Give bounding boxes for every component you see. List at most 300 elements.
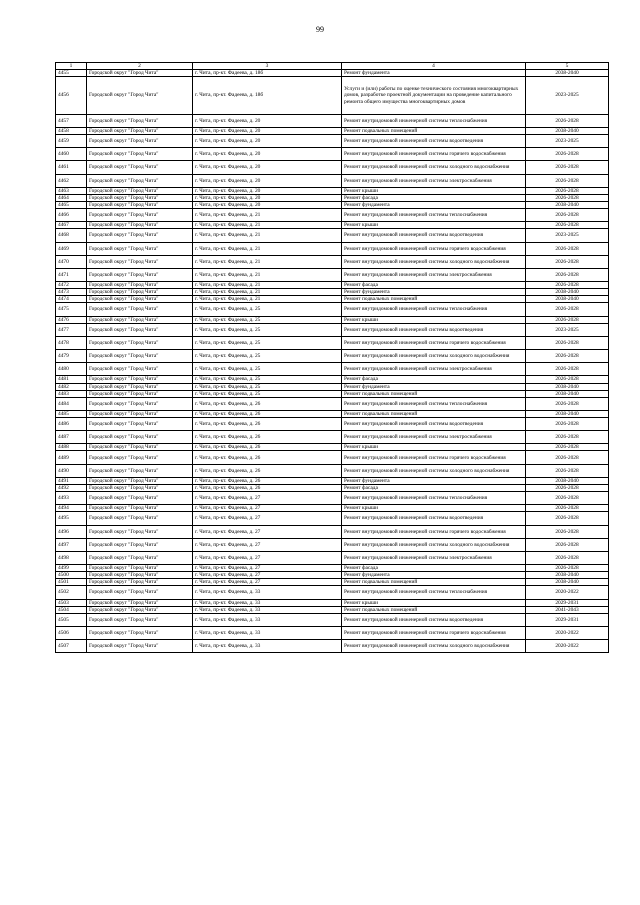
table-row <box>56 282 609 289</box>
address-cell: г. Чита, пр-кт. Фадеева, д. 18б <box>193 77 342 115</box>
table-row <box>56 451 609 464</box>
row-number-cell: 4470 <box>56 255 87 268</box>
table-row <box>56 613 609 626</box>
address-cell: г. Чита, пр-кт. Фадеева, д. 26 <box>193 444 342 451</box>
row-number-cell: 4482 <box>56 383 87 390</box>
address-cell: г. Чита, пр-кт. Фадеева, д. 20 <box>193 161 342 174</box>
column-header: 4 <box>342 63 526 70</box>
period-cell: 2029-2031 <box>526 613 609 626</box>
municipality-cell: Городской округ "Город Чита" <box>87 444 193 451</box>
table-row <box>56 174 609 187</box>
address-cell: г. Чита, пр-кт. Фадеева, д. 27 <box>193 512 342 525</box>
municipality-cell: Городской округ "Город Чита" <box>87 586 193 599</box>
municipality-cell: Городской округ "Город Чита" <box>87 323 193 336</box>
work-type-cell: Ремонт крыши <box>342 599 526 606</box>
row-number-cell: 4483 <box>56 390 87 397</box>
period-cell: 2038-2040 <box>526 410 609 417</box>
table-row <box>56 431 609 444</box>
table-row <box>56 77 609 115</box>
municipality-cell: Городской округ "Город Чита" <box>87 383 193 390</box>
address-cell: г. Чита, пр-кт. Фадеева, д. 27 <box>193 505 342 512</box>
work-type-cell: Ремонт внутридомовой инженерной системы водоотведения <box>342 229 526 242</box>
work-type-cell: Ремонт внутридомовой инженерной системы холодного водоснабжения <box>342 640 526 653</box>
municipality-cell: Городской округ "Город Чита" <box>87 336 193 349</box>
period-cell: 2038-2040 <box>526 383 609 390</box>
address-cell: г. Чита, пр-кт. Фадеева, д. 21 <box>193 255 342 268</box>
row-number-cell: 4506 <box>56 626 87 639</box>
municipality-cell: Городской округ "Город Чита" <box>87 551 193 564</box>
row-number-cell: 4498 <box>56 551 87 564</box>
period-cell: 2038-2040 <box>526 296 609 303</box>
period-cell: 2026-2028 <box>526 242 609 255</box>
municipality-cell: Городской округ "Город Чита" <box>87 579 193 586</box>
municipality-cell: Городской округ "Город Чита" <box>87 565 193 572</box>
table-row <box>56 323 609 336</box>
municipality-cell: Городской округ "Город Чита" <box>87 202 193 209</box>
row-number-cell: 4485 <box>56 410 87 417</box>
address-cell: г. Чита, пр-кт. Фадеева, д. 25 <box>193 376 342 383</box>
municipality-cell: Городской округ "Город Чита" <box>87 114 193 127</box>
period-cell: 2029-2031 <box>526 599 609 606</box>
table-row <box>56 363 609 376</box>
work-type-cell: Ремонт внутридомовой инженерной системы водоотведения <box>342 512 526 525</box>
municipality-cell: Городской округ "Город Чита" <box>87 390 193 397</box>
address-cell: г. Чита, пр-кт. Фадеева, д. 21 <box>193 282 342 289</box>
municipality-cell: Городской округ "Город Чита" <box>87 77 193 115</box>
table-row <box>56 525 609 538</box>
period-cell: 2026-2028 <box>526 222 609 229</box>
work-type-cell: Ремонт подвальных помещений <box>342 296 526 303</box>
municipality-cell: Городской округ "Город Чита" <box>87 599 193 606</box>
row-number-cell: 4494 <box>56 505 87 512</box>
municipality-cell: Городской округ "Город Чита" <box>87 70 193 77</box>
address-cell: г. Чита, пр-кт. Фадеева, д. 26 <box>193 477 342 484</box>
municipality-cell: Городской округ "Город Чита" <box>87 525 193 538</box>
period-cell: 2038-2040 <box>526 390 609 397</box>
row-number-cell: 4497 <box>56 538 87 551</box>
table-row <box>56 599 609 606</box>
table-row <box>56 229 609 242</box>
row-number-cell: 4503 <box>56 599 87 606</box>
address-cell: г. Чита, пр-кт. Фадеева, д. 25 <box>193 316 342 323</box>
table-header-row <box>56 63 609 70</box>
work-type-cell: Ремонт фасада <box>342 565 526 572</box>
period-cell: 2026-2028 <box>526 551 609 564</box>
period-cell: 2026-2028 <box>526 512 609 525</box>
address-cell: г. Чита, пр-кт. Фадеева, д. 20 <box>193 127 342 134</box>
table-row <box>56 586 609 599</box>
work-type-cell: Ремонт подвальных помещений <box>342 606 526 613</box>
address-cell: г. Чита, пр-кт. Фадеева, д. 27 <box>193 538 342 551</box>
work-type-cell: Ремонт внутридомовой инженерной системы электроснабжения <box>342 431 526 444</box>
table-row <box>56 70 609 77</box>
period-cell: 2026-2028 <box>526 505 609 512</box>
work-type-cell: Ремонт фундамента <box>342 572 526 579</box>
address-cell: г. Чита, пр-кт. Фадеева, д. 20 <box>193 194 342 201</box>
address-cell: г. Чита, пр-кт. Фадеева, д. 20 <box>193 135 342 148</box>
period-cell: 2026-2028 <box>526 209 609 222</box>
row-number-cell: 4495 <box>56 512 87 525</box>
work-type-cell: Ремонт внутридомовой инженерной системы электроснабжения <box>342 174 526 187</box>
table-row <box>56 289 609 296</box>
period-cell: 2023-2025 <box>526 323 609 336</box>
work-type-cell: Ремонт внутридомовой инженерной системы холодного водоснабжения <box>342 350 526 363</box>
period-cell: 2026-2028 <box>526 376 609 383</box>
table-row <box>56 209 609 222</box>
row-number-cell: 4486 <box>56 418 87 431</box>
address-cell: г. Чита, пр-кт. Фадеева, д. 26 <box>193 397 342 410</box>
address-cell: г. Чита, пр-кт. Фадеева, д. 21 <box>193 242 342 255</box>
municipality-cell: Городской округ "Город Чита" <box>87 187 193 194</box>
period-cell: 2026-2028 <box>526 148 609 161</box>
period-cell: 2026-2028 <box>526 268 609 281</box>
work-type-cell: Ремонт внутридомовой инженерной системы электроснабжения <box>342 363 526 376</box>
row-number-cell: 4472 <box>56 282 87 289</box>
period-cell: 2026-2028 <box>526 565 609 572</box>
table-row <box>56 484 609 491</box>
table-row <box>56 383 609 390</box>
work-type-cell: Ремонт внутридомовой инженерной системы теплоснабжения <box>342 397 526 410</box>
table-row <box>56 202 609 209</box>
work-type-cell: Ремонт фундамента <box>342 70 526 77</box>
address-cell: г. Чита, пр-кт. Фадеева, д. 20 <box>193 202 342 209</box>
municipality-cell: Городской округ "Город Чита" <box>87 451 193 464</box>
period-cell: 2026-2028 <box>526 316 609 323</box>
table-row <box>56 114 609 127</box>
table-row <box>56 551 609 564</box>
period-cell: 2038-2040 <box>526 579 609 586</box>
row-number-cell: 4480 <box>56 363 87 376</box>
row-number-cell: 4456 <box>56 77 87 115</box>
row-number-cell: 4455 <box>56 70 87 77</box>
table-row <box>56 606 609 613</box>
work-type-cell: Ремонт фасада <box>342 282 526 289</box>
municipality-cell: Городской округ "Город Чита" <box>87 410 193 417</box>
municipality-cell: Городской округ "Город Чита" <box>87 289 193 296</box>
address-cell: г. Чита, пр-кт. Фадеева, д. 20 <box>193 174 342 187</box>
repair-program-table <box>55 62 609 653</box>
address-cell: г. Чита, пр-кт. Фадеева, д. 25 <box>193 323 342 336</box>
municipality-cell: Городской округ "Город Чита" <box>87 148 193 161</box>
table-row <box>56 418 609 431</box>
period-cell: 2026-2028 <box>526 538 609 551</box>
period-cell: 2038-2040 <box>526 127 609 134</box>
row-number-cell: 4488 <box>56 444 87 451</box>
period-cell: 2038-2040 <box>526 289 609 296</box>
row-number-cell: 4504 <box>56 606 87 613</box>
address-cell: г. Чита, пр-кт. Фадеева, д. 25 <box>193 303 342 316</box>
table-row <box>56 161 609 174</box>
address-cell: г. Чита, пр-кт. Фадеева, д. 20 <box>193 114 342 127</box>
municipality-cell: Городской округ "Город Чита" <box>87 376 193 383</box>
period-cell: 2026-2028 <box>526 114 609 127</box>
work-type-cell: Ремонт крыши <box>342 316 526 323</box>
municipality-cell: Городской округ "Город Чита" <box>87 242 193 255</box>
row-number-cell: 4465 <box>56 202 87 209</box>
table-row <box>56 135 609 148</box>
row-number-cell: 4502 <box>56 586 87 599</box>
period-cell: 2026-2028 <box>526 282 609 289</box>
row-number-cell: 4484 <box>56 397 87 410</box>
row-number-cell: 4500 <box>56 572 87 579</box>
address-cell: г. Чита, пр-кт. Фадеева, д. 33 <box>193 640 342 653</box>
address-cell: г. Чита, пр-кт. Фадеева, д. 26 <box>193 410 342 417</box>
work-type-cell: Ремонт внутридомовой инженерной системы водоотведения <box>342 613 526 626</box>
period-cell: 2026-2028 <box>526 431 609 444</box>
table-row <box>56 492 609 505</box>
work-type-cell: Ремонт внутридомовой инженерной системы электроснабжения <box>342 268 526 281</box>
work-type-cell: Ремонт фасада <box>342 484 526 491</box>
row-number-cell: 4487 <box>56 431 87 444</box>
table-row <box>56 187 609 194</box>
period-cell: 2023-2025 <box>526 135 609 148</box>
work-type-cell: Ремонт внутридомовой инженерной системы водоотведения <box>342 418 526 431</box>
row-number-cell: 4475 <box>56 303 87 316</box>
work-type-cell: Ремонт фундамента <box>342 477 526 484</box>
period-cell: 2026-2028 <box>526 397 609 410</box>
work-type-cell: Ремонт внутридомовой инженерной системы горячего водоснабжения <box>342 525 526 538</box>
work-type-cell: Ремонт подвальных помещений <box>342 127 526 134</box>
municipality-cell: Городской округ "Город Чита" <box>87 316 193 323</box>
address-cell: г. Чита, пр-кт. Фадеева, д. 21 <box>193 296 342 303</box>
address-cell: г. Чита, пр-кт. Фадеева, д. 33 <box>193 626 342 639</box>
period-cell: 2026-2028 <box>526 464 609 477</box>
municipality-cell: Городской округ "Город Чита" <box>87 209 193 222</box>
address-cell: г. Чита, пр-кт. Фадеева, д. 27 <box>193 525 342 538</box>
column-header: 5 <box>526 63 609 70</box>
table-row <box>56 194 609 201</box>
table-body <box>56 70 609 653</box>
address-cell: г. Чита, пр-кт. Фадеева, д. 25 <box>193 350 342 363</box>
row-number-cell: 4489 <box>56 451 87 464</box>
municipality-cell: Городской округ "Город Чита" <box>87 606 193 613</box>
address-cell: г. Чита, пр-кт. Фадеева, д. 25 <box>193 383 342 390</box>
table-row <box>56 242 609 255</box>
work-type-cell: Ремонт внутридомовой инженерной системы горячего водоснабжения <box>342 336 526 349</box>
row-number-cell: 4469 <box>56 242 87 255</box>
work-type-cell: Ремонт внутридомовой инженерной системы электроснабжения <box>342 551 526 564</box>
table-row <box>56 268 609 281</box>
table-row <box>56 640 609 653</box>
table-row <box>56 336 609 349</box>
page-number: 99 <box>316 25 324 34</box>
municipality-cell: Городской округ "Город Чита" <box>87 303 193 316</box>
row-number-cell: 4507 <box>56 640 87 653</box>
address-cell: г. Чита, пр-кт. Фадеева, д. 33 <box>193 586 342 599</box>
period-cell: 2026-2028 <box>526 303 609 316</box>
repair-program-table-container <box>55 62 583 653</box>
row-number-cell: 4463 <box>56 187 87 194</box>
row-number-cell: 4492 <box>56 484 87 491</box>
row-number-cell: 4496 <box>56 525 87 538</box>
period-cell: 2023-2025 <box>526 229 609 242</box>
municipality-cell: Городской округ "Город Чита" <box>87 282 193 289</box>
work-type-cell: Ремонт крыши <box>342 444 526 451</box>
municipality-cell: Городской округ "Город Чита" <box>87 484 193 491</box>
municipality-cell: Городской округ "Город Чита" <box>87 161 193 174</box>
work-type-cell: Ремонт внутридомовой инженерной системы горячего водоснабжения <box>342 242 526 255</box>
row-number-cell: 4478 <box>56 336 87 349</box>
address-cell: г. Чита, пр-кт. Фадеева, д. 25 <box>193 336 342 349</box>
municipality-cell: Городской округ "Город Чита" <box>87 174 193 187</box>
address-cell: г. Чита, пр-кт. Фадеева, д. 21 <box>193 209 342 222</box>
municipality-cell: Городской округ "Город Чита" <box>87 268 193 281</box>
municipality-cell: Городской округ "Город Чита" <box>87 255 193 268</box>
period-cell: 2038-2040 <box>526 202 609 209</box>
address-cell: г. Чита, пр-кт. Фадеева, д. 26 <box>193 484 342 491</box>
work-type-cell: Ремонт фундамента <box>342 202 526 209</box>
municipality-cell: Городской округ "Город Чита" <box>87 135 193 148</box>
table-row <box>56 505 609 512</box>
work-type-cell: Ремонт подвальных помещений <box>342 410 526 417</box>
address-cell: г. Чита, пр-кт. Фадеева, д. 27 <box>193 572 342 579</box>
table-row <box>56 512 609 525</box>
table-row <box>56 390 609 397</box>
period-cell: 2038-2040 <box>526 70 609 77</box>
work-type-cell: Ремонт крыши <box>342 505 526 512</box>
column-header: 1 <box>56 63 87 70</box>
municipality-cell: Городской округ "Город Чита" <box>87 397 193 410</box>
period-cell: 2026-2028 <box>526 418 609 431</box>
row-number-cell: 4471 <box>56 268 87 281</box>
period-cell: 2038-2040 <box>526 572 609 579</box>
row-number-cell: 4473 <box>56 289 87 296</box>
row-number-cell: 4459 <box>56 135 87 148</box>
period-cell: 2026-2028 <box>526 255 609 268</box>
work-type-cell: Ремонт фундамента <box>342 289 526 296</box>
period-cell: 2020-2022 <box>526 640 609 653</box>
period-cell: 2026-2028 <box>526 161 609 174</box>
table-row <box>56 464 609 477</box>
table-row <box>56 565 609 572</box>
column-header: 3 <box>193 63 342 70</box>
work-type-cell: Ремонт фундамента <box>342 383 526 390</box>
municipality-cell: Городской округ "Город Чита" <box>87 363 193 376</box>
row-number-cell: 4490 <box>56 464 87 477</box>
table-row <box>56 444 609 451</box>
address-cell: г. Чита, пр-кт. Фадеева, д. 27 <box>193 551 342 564</box>
work-type-cell: Ремонт фасада <box>342 376 526 383</box>
address-cell: г. Чита, пр-кт. Фадеева, д. 26 <box>193 431 342 444</box>
municipality-cell: Городской округ "Город Чита" <box>87 464 193 477</box>
address-cell: г. Чита, пр-кт. Фадеева, д. 26 <box>193 464 342 477</box>
address-cell: г. Чита, пр-кт. Фадеева, д. 26 <box>193 418 342 431</box>
work-type-cell: Ремонт внутридомовой инженерной системы холодного водоснабжения <box>342 255 526 268</box>
address-cell: г. Чита, пр-кт. Фадеева, д. 33 <box>193 599 342 606</box>
work-type-cell: Ремонт внутридомовой инженерной системы холодного водоснабжения <box>342 161 526 174</box>
row-number-cell: 4467 <box>56 222 87 229</box>
work-type-cell: Ремонт внутридомовой инженерной системы теплоснабжения <box>342 303 526 316</box>
period-cell: 2026-2028 <box>526 444 609 451</box>
municipality-cell: Городской округ "Город Чита" <box>87 350 193 363</box>
row-number-cell: 4477 <box>56 323 87 336</box>
work-type-cell: Ремонт внутридомовой инженерной системы холодного водоснабжения <box>342 538 526 551</box>
period-cell: 2026-2028 <box>526 174 609 187</box>
column-header: 2 <box>87 63 193 70</box>
period-cell: 2038-2040 <box>526 477 609 484</box>
period-cell: 2026-2028 <box>526 484 609 491</box>
table-row <box>56 127 609 134</box>
table-row <box>56 477 609 484</box>
work-type-cell: Услуги и (или) работы по оценке технического состояния многоквартирных домов, разработке проектной документации на проведение капитального ремонта общего имущества многоквартирных домов <box>342 77 526 115</box>
work-type-cell: Ремонт подвальных помещений <box>342 390 526 397</box>
address-cell: г. Чита, пр-кт. Фадеева, д. 20 <box>193 148 342 161</box>
municipality-cell: Городской округ "Город Чита" <box>87 505 193 512</box>
municipality-cell: Городской округ "Город Чита" <box>87 229 193 242</box>
row-number-cell: 4479 <box>56 350 87 363</box>
work-type-cell: Ремонт подвальных помещений <box>342 579 526 586</box>
row-number-cell: 4493 <box>56 492 87 505</box>
municipality-cell: Городской округ "Город Чита" <box>87 222 193 229</box>
work-type-cell: Ремонт крыши <box>342 187 526 194</box>
municipality-cell: Городской округ "Город Чита" <box>87 512 193 525</box>
table-row <box>56 626 609 639</box>
municipality-cell: Городской округ "Город Чита" <box>87 613 193 626</box>
work-type-cell: Ремонт крыши <box>342 222 526 229</box>
municipality-cell: Городской округ "Город Чита" <box>87 640 193 653</box>
work-type-cell: Ремонт внутридомовой инженерной системы горячего водоснабжения <box>342 626 526 639</box>
table-row <box>56 255 609 268</box>
work-type-cell: Ремонт внутридомовой инженерной системы водоотведения <box>342 135 526 148</box>
period-cell: 2026-2028 <box>526 451 609 464</box>
table-row <box>56 397 609 410</box>
row-number-cell: 4461 <box>56 161 87 174</box>
address-cell: г. Чита, пр-кт. Фадеева, д. 25 <box>193 363 342 376</box>
work-type-cell: Ремонт внутридомовой инженерной системы теплоснабжения <box>342 586 526 599</box>
municipality-cell: Городской округ "Город Чита" <box>87 492 193 505</box>
address-cell: г. Чита, пр-кт. Фадеева, д. 21 <box>193 222 342 229</box>
period-cell: 2020-2022 <box>526 626 609 639</box>
table-row <box>56 148 609 161</box>
table-row <box>56 572 609 579</box>
address-cell: г. Чита, пр-кт. Фадеева, д. 25 <box>193 390 342 397</box>
table-row <box>56 376 609 383</box>
row-number-cell: 4468 <box>56 229 87 242</box>
period-cell: 2026-2028 <box>526 350 609 363</box>
work-type-cell: Ремонт фасада <box>342 194 526 201</box>
row-number-cell: 4476 <box>56 316 87 323</box>
period-cell: 2026-2028 <box>526 336 609 349</box>
table-row <box>56 579 609 586</box>
municipality-cell: Городской округ "Город Чита" <box>87 626 193 639</box>
address-cell: г. Чита, пр-кт. Фадеева, д. 33 <box>193 606 342 613</box>
table-row <box>56 303 609 316</box>
address-cell: г. Чита, пр-кт. Фадеева, д. 27 <box>193 492 342 505</box>
row-number-cell: 4501 <box>56 579 87 586</box>
row-number-cell: 4462 <box>56 174 87 187</box>
row-number-cell: 4491 <box>56 477 87 484</box>
row-number-cell: 4457 <box>56 114 87 127</box>
row-number-cell: 4499 <box>56 565 87 572</box>
work-type-cell: Ремонт внутридомовой инженерной системы горячего водоснабжения <box>342 148 526 161</box>
address-cell: г. Чита, пр-кт. Фадеева, д. 26 <box>193 451 342 464</box>
row-number-cell: 4464 <box>56 194 87 201</box>
work-type-cell: Ремонт внутридомовой инженерной системы горячего водоснабжения <box>342 451 526 464</box>
period-cell: 2023-2025 <box>526 77 609 115</box>
row-number-cell: 4505 <box>56 613 87 626</box>
period-cell: 2026-2028 <box>526 187 609 194</box>
municipality-cell: Городской округ "Город Чита" <box>87 477 193 484</box>
address-cell: г. Чита, пр-кт. Фадеева, д. 27 <box>193 579 342 586</box>
table-row <box>56 410 609 417</box>
period-cell: 2026-2028 <box>526 525 609 538</box>
row-number-cell: 4481 <box>56 376 87 383</box>
municipality-cell: Городской округ "Город Чита" <box>87 194 193 201</box>
row-number-cell: 4458 <box>56 127 87 134</box>
municipality-cell: Городской округ "Город Чита" <box>87 431 193 444</box>
row-number-cell: 4460 <box>56 148 87 161</box>
work-type-cell: Ремонт внутридомовой инженерной системы водоотведения <box>342 323 526 336</box>
